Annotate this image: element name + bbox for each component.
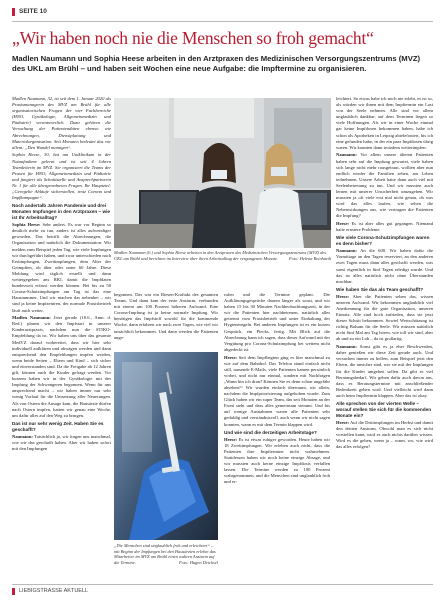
speaker-name: Naumann: (12, 433, 33, 439)
answer-paragraph (336, 344, 433, 399)
intro-paragraph: Sophia Heese, 30, hat am Uniklinikum in der Notaufnahme gelernt und ist seit 4 Jahren Teamleiterin im MVZ. Sie organisiert die Teams der Praxen für HNO, Allgemeinmedizin und Pädiatrie und fungiert als Schnittstelle und Ansprechpartnerin Nr. 1 für alle übergeordneten Fragen. Ihr Hauptziel: „Geregelte Abläufe sicherstellen, trotz Corona und Impfkampagne“. (12, 152, 111, 201)
answer-paragraph (12, 434, 111, 452)
photo-caption (114, 250, 331, 261)
answer-text: Tatsächlich ja, wir fragen uns manchmal, wie wir das geschafft haben. Aber wir haben sofort mit den Impfungen (12, 433, 111, 451)
publication-name: LIEBIGSTRASSE AKTUELL (12, 588, 88, 595)
photo-credit: Foto: Helena Reinhardt (288, 255, 331, 261)
speaker-name: Heese: (336, 420, 350, 425)
caption-text: „Die Menschen sind unglaublich froh und erleichtert“ – mit Beginn der Impfungen bei den Hausärzten erlebte das Mitarbeiter im MVZ am Brühl einen wahren Ansturm auf die Termine. (114, 543, 216, 565)
speaker-name: Heese: (336, 293, 350, 299)
photo-two-employees (114, 98, 331, 248)
photo-credit: Foto: Hagen Deichsel (178, 559, 218, 565)
photo-illustration (114, 98, 331, 248)
interview-question: Und wie sind die derzeitigen Arbeitstage? (224, 429, 317, 435)
body-paragraph: leichtert. So etwas habe ich noch nie erlebt, es ist so, als würden wir ihnen mit dem Impftermin ein Last von der Seele nehmen. Alle sind vor allem unglaublich dankbar, auf dem Terminen liegen so viele Hoffnungen. Als wir in einer Woche einmal gar keine Impfdosen bekommen haben, habe ich schon als Apotheken in Leipzig abtelefoniert, bis ich eine gefunden habe, in der ein paar Impfdosen übrig waren. Wir konnten dann trotzdem weiterimpfen. (336, 96, 433, 150)
answer-paragraph (336, 221, 433, 233)
speaker-name: Heese: (336, 221, 350, 227)
answer-text: Seit dem Impfbeginn ging es hier manchmal zu wie auf dem Bahnhof. Das Telefon stand einfach nicht still, tausende E-Mails, viele Patienten kamen persönlich vorbei, und nicht nur einmal, sondern mit Nachfragen „Wann bin ich dran? Können Sie es denn schon ungefähr absehen?“ Wir wurden einfach überrannt, wir allein, nachdem die Impfpriorisierung aufgehoben wurde. Zum Glück haben wir ein super Team, das seit Monaten an der Front steht und dass alles gemeinsam stemmt. Und bis auf wenige Ausnahmen waren alle Patienten sehr geduldig und verständnisvoll, auch wenn wir nicht sagen konnten, wann es mit dem Termin klappen wird. (224, 354, 330, 427)
intro-paragraph: Madlen Naumann, 32, ist seit dem 1. Januar 2020 als Praxismanagerin des MVZ am Brühl für alle organisatorischen Fragen der vier Fachbereiche (HNO, Gynäkologie, Allgemeinmedizin und Pädiatrie) verantwortlich. Dazu gehören die Verwaltung der Patientendaten ebenso wie Abrechnungen, Dienstplanung und Materialorganisation. Seit Monaten bedeutet das vor allem: „Den Wandel managen“. (12, 96, 111, 150)
answer-text: Aber die Patienten sehen das, wissen unseren Aufwand. Wir bekommen unglaublich viel Anerkennung für die gute Organisation, unseren Einsatz. Alle sind hoch zufrieden, dass sie jetzt dieser Schritt bekommen. Sowiel Wertschätzung ist richtig Balsam für die Seele. Wir müssen natürlich nicht fünf Mal am Tag hören, wie toll wir sind, aber ab und zu ein Lob – da ist großartig. (336, 293, 433, 342)
answer-text: Sonst gibt es ja eher Beschwerden, daher genießen wir diese Zeit gerade auch. Und versuchen immer zu helfen, zum Beispiel jetzt den Eltern, die unsicher sind, wie sie mit der Impfungen für die Kinder umgehen sollen. Da gibt es viel Beratungsbedarf. Wir geben dafür auch davon aus, dass es Beratungstermine mit anschließender Bedenkzeit geben wird. Und vielleicht wird dann auch beim Impftermin klappen. Aber das ist okay. (336, 344, 433, 398)
answer-paragraph (12, 315, 111, 419)
speaker-name: Naumann: (336, 248, 357, 254)
answer-paragraph (336, 420, 433, 450)
column-2 (114, 292, 218, 348)
answer-paragraph (12, 222, 111, 313)
answer-paragraph (224, 437, 330, 486)
answer-paragraph (224, 355, 330, 428)
page-header (12, 6, 433, 22)
answer-text: Auf die Drittimpfungen im Herbst und damit den dritten Ansturm. Obwohl man es sich nicht vorstellen kann, wird es auch nichts darüber wissen. Wird es die geben, wenn ja – wann, wo, wie wird das alles erfolgen? (336, 420, 433, 450)
interview-question: Noch andertalb Jahren Pandemie und drei Monaten Impfungen in den Arztpraxen – wie ist Ihr Arbeitsalltag? (12, 203, 111, 221)
interview-question: Das ist nur sehr wenig Zeit. Haben Sie es geschafft? (12, 420, 104, 432)
page-footer (12, 584, 433, 596)
speaker-name: Naumann: (336, 152, 357, 158)
answer-text: Vor allem unsere älteren Patienten haben sehr auf die Impfung gewartet, viele haben sich lange nicht mehr rausgetraut, wollten aber nun endlich wieder die Familien sehen, am Leben teilnehmen. Unsere Arbeit hatte dann auch viel mit Seelenbetreuung zu tun. Und wir mussten auch lernen mit unserer Unsicherheit umzugehen. Wir mussten ja oft viele erst mal nicht genau, ob was wird das alles laufen, wie sehen die Nebenwirkungen aus, wie vertragen die Patienten die Impfung? (336, 152, 433, 219)
answer-text: Es ist etwas ruhiger geworden. Heute haben wir 18 Zweitimpfungen. Wir erleben auch nicht, dass die Patienten ihre Impftermine nicht wahrnehmen. Stattdessen haben wir noch keine einzige Absage, und wir mussten auch keine einzige Impfdosis verfallen lassen. Die Termine werden zu 100 Prozent wahrgenommen, und die Menschen sind unglaublich froh und er- (224, 436, 330, 485)
answer-text: Sehr anders. Es war vor Beginn so deutlich mehr zu tun, anders ist alles aufwendiger geworden. Das betrifft die Abrechnungen, die Organisation und natürlich die Dokumentation. Wir melden zum Beispiel jeden Tag, wie viele Impfungen wir durchgeführt haben, und zwar unterschieden nach Erstimpfungen, Zweitimpfungen, dem Alter der Geimpften, ob über oder unter 60 Jahre. Diese Meldung wird täglich erstellt und dann weitergegeben ans RKI, damit die Impfdaten bundesweit erfasst werden können. Bei bis zu 50 Corona-Schutzimpfungen am Tag ist das eine Hausnummer. Und wir machen das nebenbei – wir sind ja keine Impfzentren, der normale Praxisbetrieb läuft auch weiter. (12, 222, 111, 313)
column-4 (336, 96, 433, 582)
answer-text: Jetzt gerade (18.6., Anm. d. Red.) planen wir den Impfstart in unserer Kinderarztpraxis, nachdem nun die STIKO-Empfehlung da ist. Wir haben uns über das gesamte MedVZ darauf vorbereitet, dass wir hier sehr individuell aufklären und abwägen werden und dann entsprechend den Empfehlungen impfen werden, wenn beide Seiten – Eltern und Kind – sich sicher und einverstanden sind. Da die Freigabe ab 12 Jahren gilt, können auch die Kinder gefragt werden. Vor kurzem haben wir in der Gynäkologie mit der Impfung der Schwangeren begonnen. Wenn für uns ansprechend macht – wir haben immer nur sehr wenig Vorlauf für die Umsetzung aller Neuerungen. Als von Ostern die Ansage kam, die Hausärzte dürfen nach Ostern impfen, hatten wir genau eine Woche, um dafür alles auf den Weg zu bringen. (12, 315, 111, 418)
answer-text: Es ist aber alles gut gegangen. Niemand hatte ernstere Probleme. (336, 221, 433, 233)
speaker-name: Madlen Naumann: (12, 315, 51, 321)
interview-question: Wie haben Sie das als Team geschafft? (336, 286, 424, 292)
column-1 (12, 96, 111, 582)
column-3 (224, 292, 330, 582)
answer-paragraph (336, 248, 433, 285)
interview-question: Alle sprechen von der vierten Welle – worauf stellen Sie sich für die kommenden Monate ein? (336, 401, 432, 418)
speaker-name: Sophia Heese: (12, 222, 41, 228)
page-number: SEITE 10 (12, 8, 47, 16)
answer-text: An die 600. Wir haben dafür die Vormittage an den Tagen reserviert, an den anderen zwei Tagen muss dann alles geschafft werden, was sonst eigentlich in fünf Tagen erledigt wurde. Und das ist alles natürlich nicht ohne Überstunden machbar. (336, 248, 433, 284)
speaker-name: Heese: (224, 354, 238, 360)
headline: „Wir haben noch nie die Menschen so froh gemacht“ (12, 28, 374, 48)
lead-paragraph: Madlen Naumann und Sophia Heese arbeiten in den Arztpraxen des Medizinischen Versorgungszentrums (MVZ) des UKL am Brühl – und haben seit Wochen eine neue Aufgabe: die Impftermine zu organisieren. (12, 54, 421, 73)
answer-paragraph (336, 152, 433, 219)
speaker-name: Naumann: (336, 344, 357, 350)
photo-illustration (114, 352, 218, 540)
body-paragraph: begonnen. Das war ein Riesen-Kraftakt des gesamten Teams. Und dann kam der erste Ansturm, verbunden mit einem um 100 Prozent höheren Aufwand. Eine Corona-Impfung ist ja keine normale Impfung. Wir benötigen das Impfstoff sowohl für die kommende Woche, dann erfahren wir nach zwei Tagen, wie viel wir tatsächlich bekommen. Und dann werden die Patienten ange- (114, 292, 218, 340)
interview-question: Wie viele Corona-Schutzimpfungen waren es denn bisher? (336, 235, 430, 247)
caption-text: Madlen Naumann (li.) und Sophia Heese arbeiten in den Arztpraxen des Medizinischen Versorgungszentrums (MVZ) des UKL am Brühl und berichten im Interview über ihren Arbeitsalltag der vergangenen Monate. (114, 250, 327, 261)
answer-paragraph (336, 294, 433, 343)
speaker-name: Heese: (224, 436, 238, 442)
photo-vaccination (114, 352, 218, 540)
photo-caption (114, 543, 218, 565)
body-paragraph: rufen und die Termine geplant. Die Aufklärungsgespräche dauern länger als sonst, und wir haben 15 bis 30 Minuten Nachbeobachtungszeit, in der wir die Patienten hier nachbetreuen, natürlich alles getrennt vom Praxisbetrieb und unter Einhaltung der Hygieneregeln. Bei anderen Impfungen ist es ein kurzes Gespräch, ein Piecks, fertig. Mit Blick auf die Abrechnung kann ich sagen, dass dieser Aufwand mit der Vergütung pro Corona-Schutzimpfung bei weitem nicht abgedeckt ist. (224, 292, 330, 352)
